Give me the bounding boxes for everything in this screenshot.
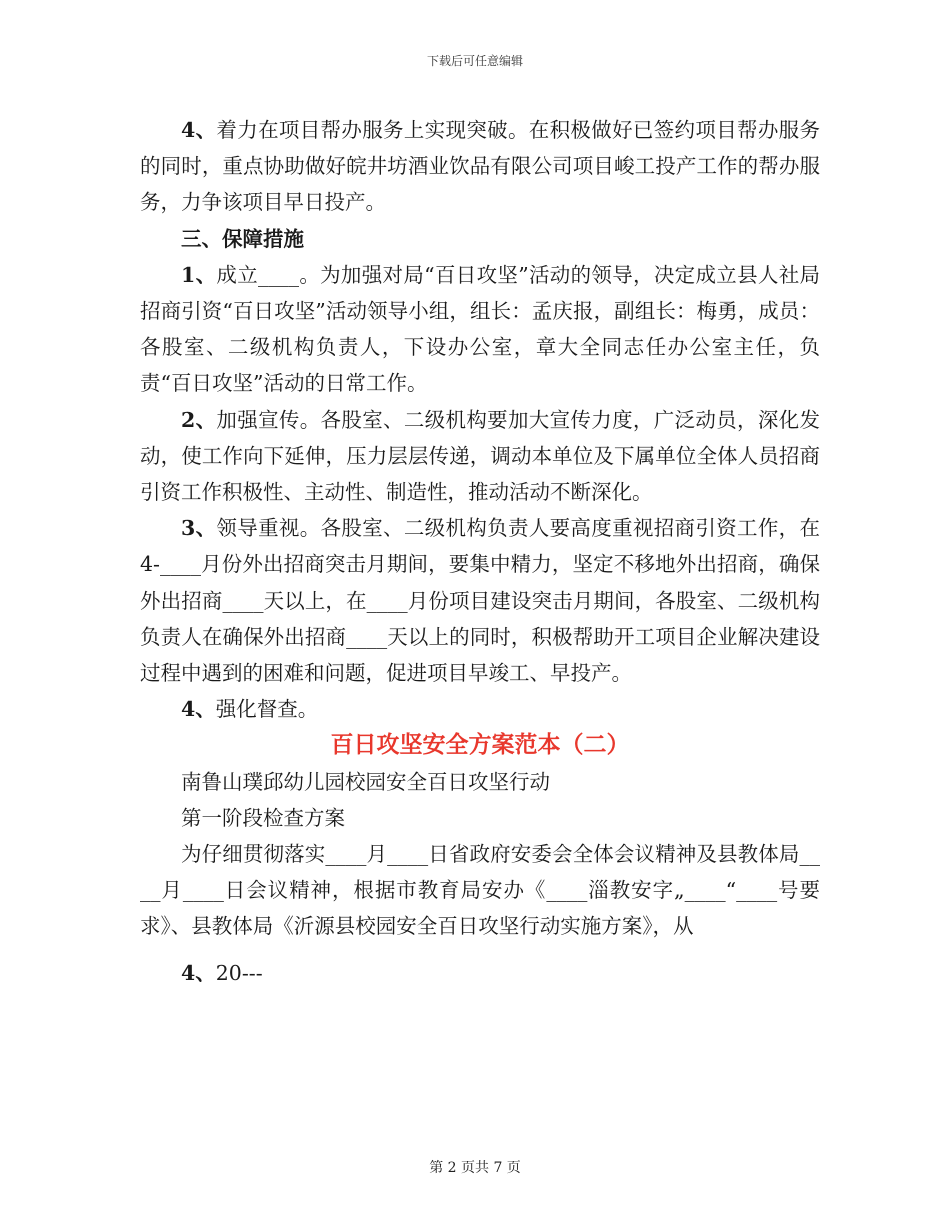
- paragraph-item-4b: [140, 691, 820, 727]
- item-number: 4、: [181, 960, 216, 985]
- document-title: 百日攻坚安全方案范本（二）: [330, 731, 630, 759]
- paragraph-item-4: [140, 112, 820, 221]
- item-number: 3、: [181, 516, 217, 541]
- paragraph-subtitle-2: 第一阶段检查方案: [181, 805, 345, 830]
- item-number: 1、: [181, 262, 217, 287]
- paragraph-item-2: [140, 402, 820, 511]
- item-number: 4、: [181, 697, 216, 722]
- paragraph-subtitle-1: 南鲁山璞邱幼儿园校园安全百日攻坚行动: [181, 769, 550, 794]
- paragraph-text: 着力在项目帮办服务上实现突破。在积极做好已签约项目帮办服务的同时，重点协助做好皖井坊酒业饮品有限公司项目峻工投产工作的帮办服务，力争该项目早日投产。: [140, 118, 821, 215]
- paragraph-item-1: [140, 257, 820, 402]
- document-body: [140, 112, 820, 991]
- paragraph-text: 20---: [215, 960, 263, 985]
- paragraph-item-4c: [140, 955, 820, 991]
- paragraph-text: 领导重视。各股室、二级机构负责人要高度重视招商引资工作，在 4-____月份外出招商突击月期间，要集中精力，坚定不移地外出招商，确保外出招商____天以上，在____月份项目建设突击月期间，各股室、二级机构负责人在确保外出招商____天以上的同时，积极帮助开工项目企业解决建设过程中遇到的困难和问题，促进项目早竣工、早投产。: [140, 516, 821, 686]
- paragraph-item-3: [140, 510, 820, 691]
- section-heading-safeguards: 三、保障措施: [181, 226, 304, 251]
- paragraph-text: 加强宣传。各股室、二级机构要加大宣传力度，广泛动员，深化发动，使工作向下延伸，压力层层传递，调动本单位及下属单位全体人员招商引资工作积极性、主动性、制造性，推动活动不断深化。: [140, 407, 821, 505]
- paragraph-text: 强化督查。: [215, 697, 319, 722]
- page-header-note: 下载后可任意编辑: [426, 54, 523, 68]
- paragraph-body: 为仔细贯彻落实____月____日省政府安委会全体会议精神及县教体局____月____日会议精神，根据市教育局安办《____淄教安字„____“____号要求》、县教体局《沂源县校园安全百日攻坚行动实施方案》，从: [140, 842, 820, 939]
- paragraph-text: 成立____。为加强对局“百日攻坚”活动的领导，决定成立县人社局招商引资“百日攻坚”活动领导小组，组长：孟庆报，副组长：梅勇，成员：各股室、二级机构负责人，下设办公室，章大全同志任办公室主任，负责“百日攻坚”活动的日常工作。: [140, 262, 820, 396]
- page-footer-page-info: 第 2 页共 7 页: [429, 1160, 521, 1176]
- item-number: 2、: [181, 407, 217, 432]
- item-number: 4、: [181, 118, 217, 142]
